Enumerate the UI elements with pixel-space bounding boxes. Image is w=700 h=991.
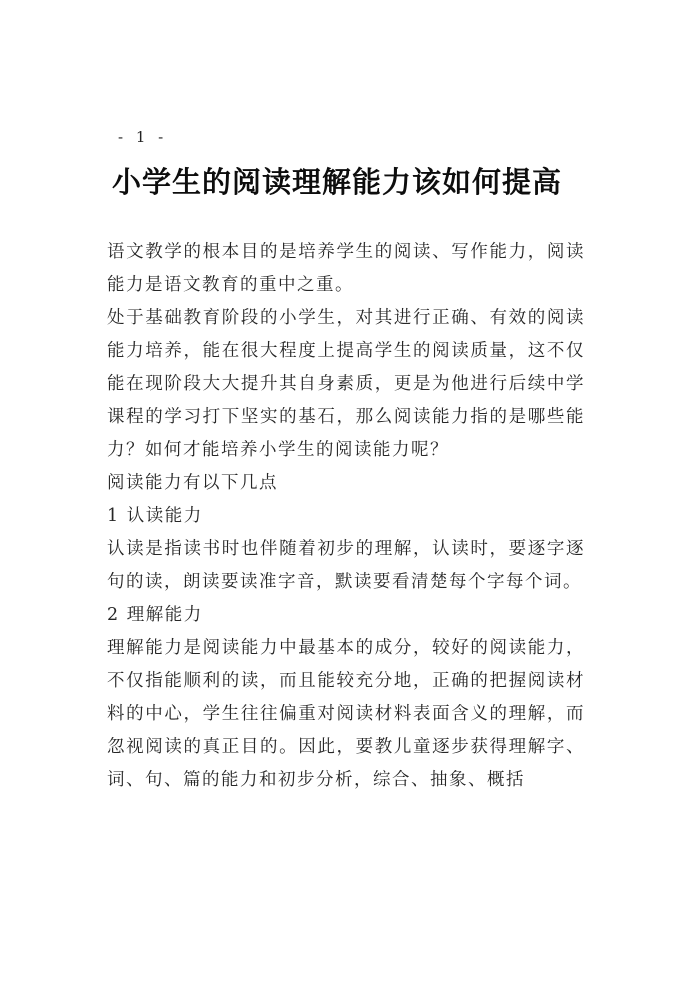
page-number: - 1 -: [118, 128, 168, 146]
section-heading-reading-recognition: 1 认读能力: [107, 506, 203, 526]
paragraph-comprehension: 理解能力是阅读能力中最基本的成分，较好的阅读能力，不仅指能顺利的读，而且能较充分地，正确的把握阅读材料的中心，学生往往偏重对阅读材料表面含义的理解，而忽视阅读的真正目的。因此，要教儿童逐步获得理解字、词、句、篇的能力和初步分析，综合、抽象、概括: [107, 638, 585, 790]
paragraph-list-intro: 阅读能力有以下几点: [107, 473, 278, 493]
paragraph-reading-recognition: 认读是指读书时也伴随着初步的理解，认读时，要逐字逐句的读，朗读要读准字音，默读要看清楚每个字每个词。: [107, 539, 585, 592]
paragraph-importance: 处于基础教育阶段的小学生，对其进行正确、有效的阅读能力培养，能在很大程度上提高学生的阅读质量，这不仅能在现阶段大大提升其自身素质，更是为他进行后续中学课程的学习打下坚实的基石，那么阅读能力指的是哪些能力？如何才能培养小学生的阅读能力呢？: [107, 308, 585, 460]
section-heading-comprehension: 2 理解能力: [107, 605, 203, 625]
document-body: [107, 236, 585, 797]
paragraph-intro: 语文教学的根本目的是培养学生的阅读、写作能力，阅读能力是语文教育的重中之重。: [107, 242, 585, 295]
document-title: 小学生的阅读理解能力该如何提高: [112, 165, 563, 199]
